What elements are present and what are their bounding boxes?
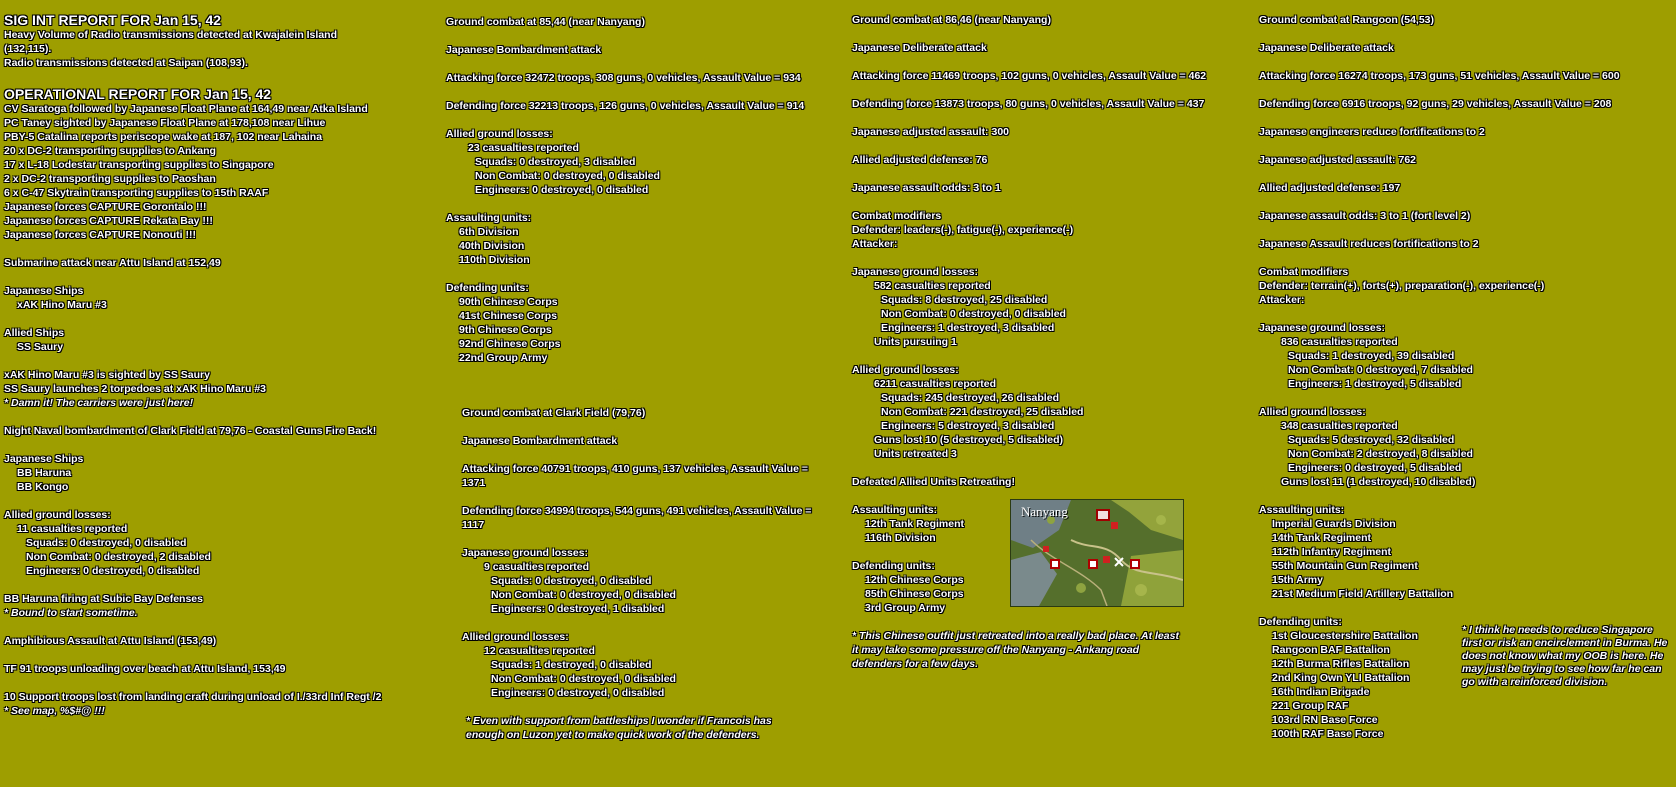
unit-line: 110th Division bbox=[459, 254, 530, 266]
unit-line: 2nd King Own YLI Battalion bbox=[1272, 672, 1410, 684]
report-line: Japanese Deliberate attack bbox=[852, 42, 987, 54]
report-line: Japanese Bombardment attack bbox=[446, 44, 602, 56]
unit-line: 40th Division bbox=[459, 240, 525, 252]
unit-line: 116th Division bbox=[865, 532, 936, 544]
report-line: 11 casualties reported bbox=[17, 523, 128, 535]
unit-line: 9th Chinese Corps bbox=[459, 324, 552, 336]
unit-line: 100th RAF Base Force bbox=[1272, 728, 1384, 740]
report-line: 582 casualties reported bbox=[874, 280, 991, 292]
report-line: Radio transmissions detected at Saipan (108,93). bbox=[4, 57, 248, 69]
report-line: 6 x C-47 Skytrain transporting supplies to 15th RAAF bbox=[4, 187, 269, 199]
report-line: Defender: terrain(+), forts(+), preparation(-), experience(-) bbox=[1259, 280, 1545, 292]
report-line: 2 x DC-2 transporting supplies to Paoshan bbox=[4, 173, 216, 185]
report-line: 20 x DC-2 transporting supplies to Ankang bbox=[4, 145, 216, 157]
report-line: Combat modifiers bbox=[852, 210, 942, 222]
report-line: Japanese ground losses: bbox=[852, 266, 979, 278]
unit-line: 15th Army bbox=[1272, 574, 1323, 586]
report-line: Attacker: bbox=[1259, 294, 1305, 306]
report-line: Defending units: bbox=[446, 282, 529, 294]
report-line: Defending force 32213 troops, 126 guns, 0 vehicles, Assault Value = 914 bbox=[446, 100, 805, 112]
report-line: Assaulting units: bbox=[1259, 504, 1345, 516]
report-line: Engineers: 0 destroyed, 5 disabled bbox=[1288, 462, 1462, 474]
player-comment: * Bound to start sometime. bbox=[4, 607, 138, 619]
report-line: Allied ground losses: bbox=[446, 128, 553, 140]
report-line: Allied adjusted defense: 76 bbox=[852, 154, 988, 166]
report-line: Japanese Ships bbox=[4, 285, 84, 297]
report-line: Japanese forces CAPTURE Gorontalo !!! bbox=[4, 201, 207, 213]
unit-line: 12th Burma Rifles Battalion bbox=[1272, 658, 1410, 670]
report-line: Engineers: 0 destroyed, 0 disabled bbox=[26, 565, 200, 577]
combat-column-nanyang-clark bbox=[446, 15, 811, 742]
unit-line: 14th Tank Regiment bbox=[1272, 532, 1371, 544]
player-comment: enough on Luzon yet to make quick work of the defenders. bbox=[466, 729, 760, 741]
combat-title: Ground combat at Rangoon (54,53) bbox=[1259, 14, 1435, 26]
unit-line: 85th Chinese Corps bbox=[865, 588, 964, 600]
report-line: Squads: 245 destroyed, 26 disabled bbox=[881, 392, 1059, 404]
report-line: Japanese forces CAPTURE Nonouti !!! bbox=[4, 229, 196, 241]
report-line: BB Kongo bbox=[17, 481, 69, 493]
report-line: Combat modifiers bbox=[1259, 266, 1349, 278]
unit-line: 112th Infantry Regiment bbox=[1272, 546, 1392, 558]
report-line: 348 casualties reported bbox=[1281, 420, 1398, 432]
report-line: 1371 bbox=[462, 477, 486, 489]
report-line: Allied Ships bbox=[4, 327, 65, 339]
sigint-column bbox=[4, 12, 381, 718]
player-comment: defenders for a few days. bbox=[852, 658, 979, 670]
report-line: Squads: 1 destroyed, 39 disabled bbox=[1288, 350, 1455, 362]
unit-line: 6th Division bbox=[459, 226, 519, 238]
report-line: Defeated Allied Units Retreating! bbox=[852, 476, 1015, 488]
report-line: Non Combat: 0 destroyed, 7 disabled bbox=[1288, 364, 1473, 376]
report-line: Attacking force 32472 troops, 308 guns, 0 vehicles, Assault Value = 934 bbox=[446, 72, 801, 84]
report-line: Engineers: 0 destroyed, 0 disabled bbox=[491, 687, 665, 699]
unit-line: 16th Indian Brigade bbox=[1272, 686, 1370, 698]
report-line: Defender: leaders(-), fatigue(-), experience(-) bbox=[852, 224, 1074, 236]
report-line: Japanese Assault reduces fortifications to 2 bbox=[1259, 238, 1479, 250]
report-line: 23 casualties reported bbox=[468, 142, 579, 154]
report-line: BB Haruna firing at Subic Bay Defenses bbox=[4, 593, 203, 605]
player-comment: * Even with support from battleships I wonder if Francois has bbox=[466, 715, 772, 727]
combat-title: Ground combat at 86,46 (near Nanyang) bbox=[852, 14, 1051, 26]
report-line: 17 x L-18 Lodestar transporting supplies to Singapore bbox=[4, 159, 274, 171]
report-line: Defending force 34994 troops, 544 guns, 491 vehicles, Assault Value = bbox=[462, 505, 812, 517]
map-city-label: Nanyang bbox=[1021, 504, 1068, 519]
report-line: Japanese adjusted assault: 762 bbox=[1259, 154, 1416, 166]
report-line: Defending units: bbox=[1259, 616, 1342, 628]
report-line: 836 casualties reported bbox=[1281, 336, 1398, 348]
report-line: Defending units: bbox=[852, 560, 935, 572]
report-line: Engineers: 0 destroyed, 0 disabled bbox=[475, 184, 649, 196]
report-line: Japanese Ships bbox=[4, 453, 84, 465]
unit-line: 90th Chinese Corps bbox=[459, 296, 558, 308]
report-line: Allied ground losses: bbox=[462, 631, 569, 643]
report-line: Allied ground losses: bbox=[4, 509, 111, 521]
report-line: Engineers: 0 destroyed, 1 disabled bbox=[491, 603, 665, 615]
player-comment: * See map, %$#@ !!! bbox=[4, 705, 105, 717]
report-line: Japanese adjusted assault: 300 bbox=[852, 126, 1009, 138]
report-line: Guns lost 10 (5 destroyed, 5 disabled) bbox=[874, 434, 1064, 446]
report-line: Engineers: 1 destroyed, 5 disabled bbox=[1288, 378, 1462, 390]
report-line: xAK Hino Maru #3 is sighted by SS Saury bbox=[4, 369, 210, 381]
report-line: Squads: 1 destroyed, 0 disabled bbox=[491, 659, 652, 671]
report-line: 12 casualties reported bbox=[484, 645, 595, 657]
report-line: Allied ground losses: bbox=[1259, 406, 1366, 418]
report-line: Non Combat: 0 destroyed, 0 disabled bbox=[491, 589, 676, 601]
unit-line: Rangoon BAF Battalion bbox=[1272, 644, 1390, 656]
player-comment: it may take some pressure off the Nanyang - Ankang road bbox=[852, 644, 1140, 656]
unit-line: 12th Tank Regiment bbox=[865, 518, 964, 530]
report-line: SS Saury launches 2 torpedoes at xAK Hino Maru #3 bbox=[4, 383, 266, 395]
unit-line: 22nd Group Army bbox=[459, 352, 548, 364]
report-line: Allied ground losses: bbox=[852, 364, 959, 376]
report-line: Assaulting units: bbox=[446, 212, 532, 224]
report-line: Submarine attack near Attu Island at 152,49 bbox=[4, 257, 221, 269]
combat-title: Ground combat at Clark Field (79,76) bbox=[462, 407, 646, 419]
operational-title: OPERATIONAL REPORT FOR Jan 15, 42 bbox=[4, 86, 272, 102]
sigint-title: SIG INT REPORT FOR Jan 15, 42 bbox=[4, 12, 222, 28]
report-line: Attacking force 40791 troops, 410 guns, 137 vehicles, Assault Value = bbox=[462, 463, 808, 475]
report-line: Japanese assault odds: 3 to 1 bbox=[852, 182, 1001, 194]
unit-line: 103rd RN Base Force bbox=[1272, 714, 1378, 726]
report-line: Non Combat: 221 destroyed, 25 disabled bbox=[881, 406, 1084, 418]
report-line: PC Taney sighted by Japanese Float Plane at 178,108 near Lihue bbox=[4, 117, 326, 129]
report-line: Amphibious Assault at Attu Island (153,49) bbox=[4, 635, 217, 647]
unit-line: 21st Medium Field Artillery Battalion bbox=[1272, 588, 1454, 600]
report-line: 10 Support troops lost from landing craft during unload of I./33rd Inf Regt /2 bbox=[4, 691, 382, 703]
combat-title: Ground combat at 85,44 (near Nanyang) bbox=[446, 16, 645, 28]
report-line: Squads: 0 destroyed, 3 disabled bbox=[475, 156, 636, 168]
report-line: Japanese Deliberate attack bbox=[1259, 42, 1394, 54]
report-line: Japanese assault odds: 3 to 1 (fort level 2) bbox=[1259, 210, 1471, 222]
report-line: Attacking force 11469 troops, 102 guns, 0 vehicles, Assault Value = 462 bbox=[852, 70, 1207, 82]
report-line: Japanese Bombardment attack bbox=[462, 435, 618, 447]
report-line: Non Combat: 2 destroyed, 8 disabled bbox=[1288, 448, 1473, 460]
unit-line: 12th Chinese Corps bbox=[865, 574, 964, 586]
unit-line: 1st Gloucestershire Battalion bbox=[1272, 630, 1418, 642]
report-line: Japanese ground losses: bbox=[1259, 322, 1386, 334]
report-line: Squads: 0 destroyed, 0 disabled bbox=[26, 537, 187, 549]
report-line: Attacking force 16274 troops, 173 guns, 51 vehicles, Assault Value = 600 bbox=[1259, 70, 1620, 82]
report-line: PBY-5 Catalina reports periscope wake at 187, 102 near Lahaina bbox=[4, 131, 323, 143]
report-line: Non Combat: 0 destroyed, 2 disabled bbox=[26, 551, 211, 563]
unit-line: 221 Group RAF bbox=[1272, 700, 1349, 712]
player-comment-rangoon: * I think he needs to reduce Singapore first or risk an encirclement in Burma. He does not know what my OOB is here. He may just be trying to see how far he can go with a reinforced division. bbox=[1462, 624, 1668, 688]
report-line: Engineers: 1 destroyed, 3 disabled bbox=[881, 322, 1055, 334]
report-line: Guns lost 11 (1 destroyed, 10 disabled) bbox=[1281, 476, 1476, 488]
report-line: TF 91 troops unloading over beach at Attu Island, 153,49 bbox=[4, 663, 286, 675]
report-line: Engineers: 5 destroyed, 3 disabled bbox=[881, 420, 1055, 432]
report-line: Squads: 0 destroyed, 0 disabled bbox=[491, 575, 652, 587]
unit-line: 92nd Chinese Corps bbox=[459, 338, 561, 350]
report-line: Non Combat: 0 destroyed, 0 disabled bbox=[881, 308, 1066, 320]
report-line: Squads: 8 destroyed, 25 disabled bbox=[881, 294, 1048, 306]
player-comment: * This Chinese outfit just retreated into a really bad place. At least bbox=[852, 630, 1179, 642]
report-line: Allied adjusted defense: 197 bbox=[1259, 182, 1401, 194]
report-line: Japanese ground losses: bbox=[462, 547, 589, 559]
report-line: Non Combat: 0 destroyed, 0 disabled bbox=[475, 170, 660, 182]
unit-line: 3rd Group Army bbox=[865, 602, 946, 614]
report-line: BB Haruna bbox=[17, 467, 72, 479]
report-line: Defending force 13873 troops, 80 guns, 0 vehicles, Assault Value = 437 bbox=[852, 98, 1205, 110]
report-line: 1117 bbox=[462, 519, 485, 531]
report-line: Japanese engineers reduce fortifications to 2 bbox=[1259, 126, 1485, 138]
unit-line: Imperial Guards Division bbox=[1272, 518, 1396, 530]
report-line: Japanese forces CAPTURE Rekata Bay !!! bbox=[4, 215, 213, 227]
report-line: xAK Hino Maru #3 bbox=[17, 299, 107, 311]
nanyang-map-thumbnail bbox=[1010, 499, 1184, 607]
unit-line: 41st Chinese Corps bbox=[459, 310, 558, 322]
report-line: Attacker: bbox=[852, 238, 898, 250]
report-line: Non Combat: 0 destroyed, 0 disabled bbox=[491, 673, 676, 685]
report-line: Squads: 5 destroyed, 32 disabled bbox=[1288, 434, 1455, 446]
report-line: Defending force 6916 troops, 92 guns, 29 vehicles, Assault Value = 208 bbox=[1259, 98, 1612, 110]
report-line: Units retreated 3 bbox=[874, 448, 957, 460]
report-line: Heavy Volume of Radio transmissions detected at Kwajalein Island bbox=[4, 29, 337, 41]
unit-line: 55th Mountain Gun Regiment bbox=[1272, 560, 1418, 572]
report-line: 6211 casualties reported bbox=[874, 378, 996, 390]
player-comment: * Damn it! The carriers were just here! bbox=[4, 397, 194, 409]
report-line: SS Saury bbox=[17, 341, 64, 353]
report-line: (132,115). bbox=[4, 43, 52, 55]
report-line: Assaulting units: bbox=[852, 504, 938, 516]
report-line: Units pursuing 1 bbox=[874, 336, 957, 348]
report-line: 9 casualties reported bbox=[484, 561, 590, 573]
report-line: CV Saratoga followed by Japanese Float Plane at 164,49 near Atka Island bbox=[4, 103, 368, 115]
report-line: Night Naval bombardment of Clark Field at 79,76 - Coastal Guns Fire Back! bbox=[4, 425, 377, 437]
